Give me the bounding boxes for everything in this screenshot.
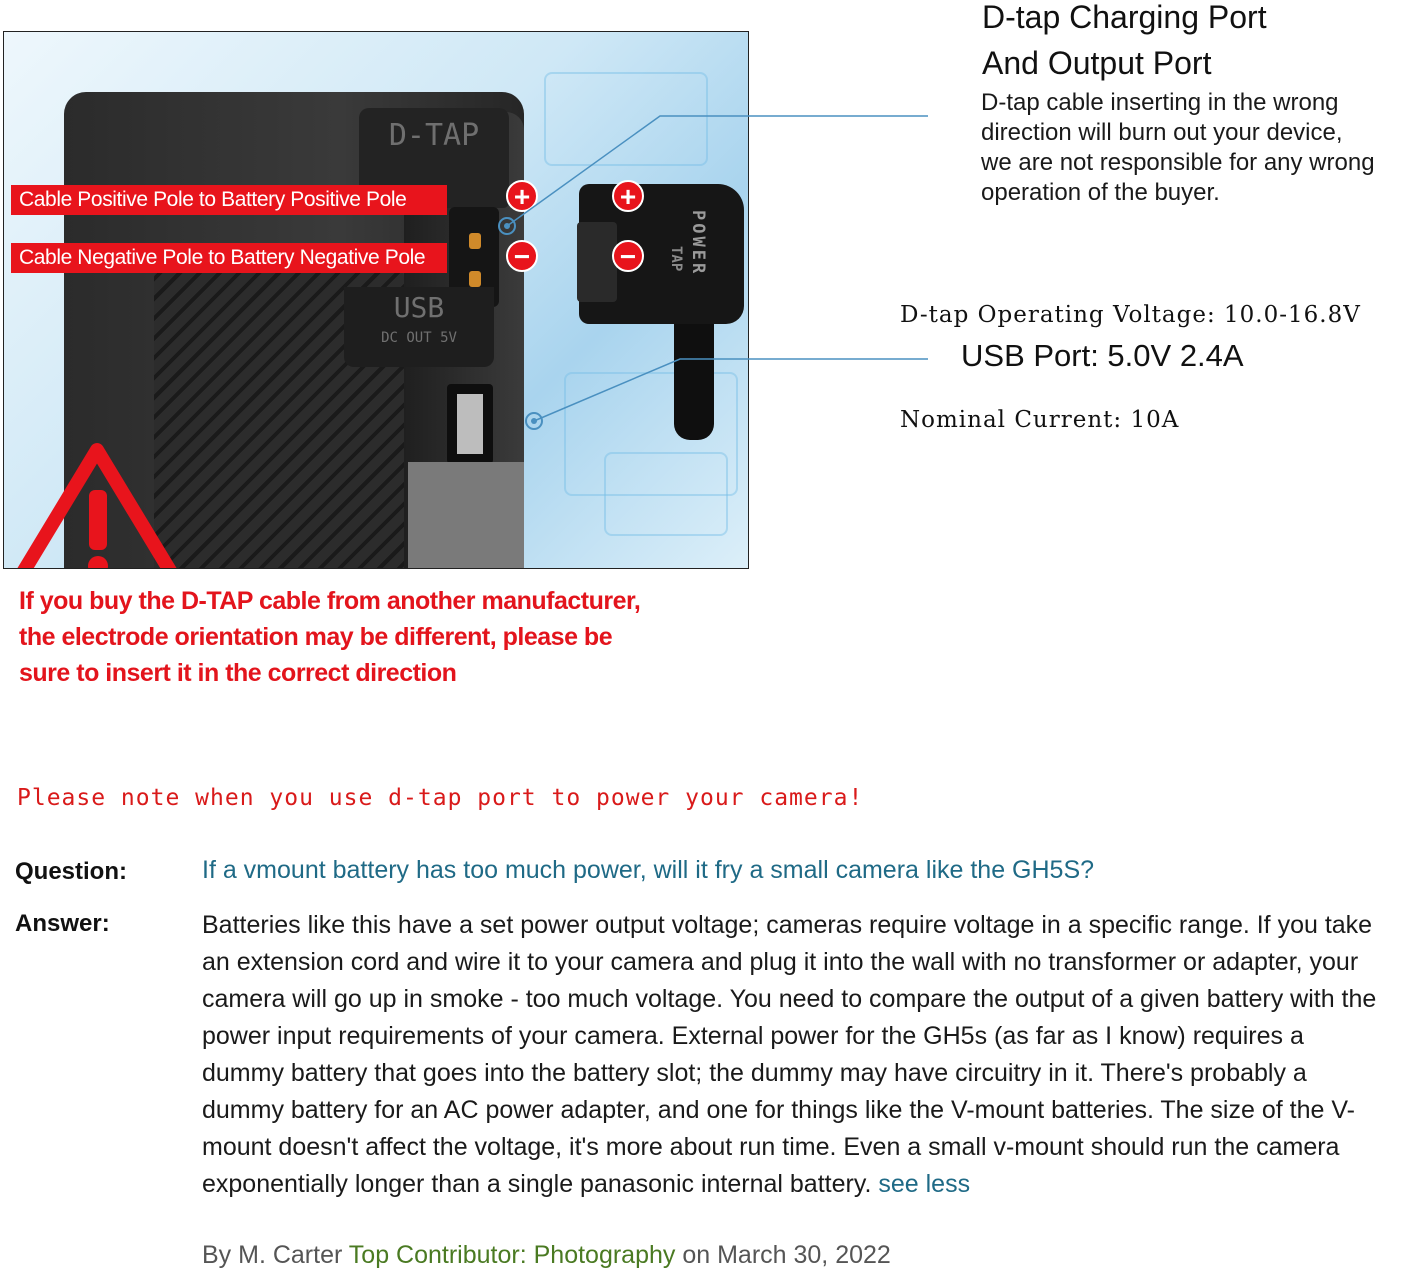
dtap-plug-tip	[577, 222, 617, 302]
contributor-badge-link[interactable]: Top Contributor: Photography	[348, 1241, 676, 1269]
warning-line: sure to insert it in the correct direction	[19, 659, 457, 687]
answer-byline	[202, 1241, 891, 1270]
battery-plus-icon: +	[506, 180, 538, 212]
dtap-port-description	[981, 88, 1375, 208]
usage-note: Please note when you use d-tap port to power your camera!	[17, 785, 864, 811]
dtap-pin-positive	[469, 233, 481, 249]
circuit-decoration	[604, 452, 728, 536]
answer-date: on March 30, 2022	[682, 1241, 891, 1269]
usb-cover-label: USB	[393, 291, 445, 324]
dc-out-label: DC OUT 5V	[381, 330, 457, 346]
warning-line: If you buy the D-TAP cable from another manufacturer,	[19, 587, 641, 615]
dtap-cover-label: D-TAP	[388, 118, 480, 153]
circuit-decoration	[544, 72, 708, 166]
answer-label: Answer:	[15, 910, 110, 937]
dtap-current-spec: Nominal Current: 10A	[900, 407, 1180, 433]
dtap-desc-line: D-tap cable inserting in the wrong	[981, 89, 1339, 116]
dtap-title-line: D-tap Charging Port	[982, 0, 1267, 35]
dtap-title-line: And Output Port	[982, 45, 1212, 81]
dtap-port-title	[982, 0, 1267, 86]
manufacturer-warning	[19, 583, 749, 691]
plug-plus-icon: +	[612, 180, 644, 212]
dtap-voltage-spec: D-tap Operating Voltage: 10.0-16.8V	[900, 302, 1361, 328]
battery-bottom-plate	[408, 462, 524, 569]
dtap-cable	[674, 320, 714, 440]
see-less-link[interactable]: see less	[878, 1170, 971, 1198]
dtap-desc-line: we are not responsible for any wrong	[981, 149, 1375, 176]
positive-pole-label: Cable Positive Pole to Battery Positive Pole	[11, 185, 447, 215]
dtap-pin-negative	[469, 271, 481, 287]
question-label: Question:	[15, 858, 127, 885]
answer-text: Batteries like this have a set power output voltage; cameras require voltage in a specific range. If you take an extension cord and wire it to your camera and plug it into the wall with no transformer or adapter, your camera will go up in smoke - too much voltage. You need to compare the output of a given battery with the power input requirements of your camera. External power for the GH5s (as far as I know) requires a dummy battery that goes into the battery slot; the dummy may have circuitry in it. There's probably a dummy battery for an AC power adapter, and one for things like the V-mount batteries. The size of the V-mount doesn't affect the voltage, it's more about run time. Even a small v-mount should run the camera exponentially longer than a single panasonic internal battery.	[202, 911, 1377, 1198]
negative-pole-label: Cable Negative Pole to Battery Negative Pole	[11, 243, 447, 273]
answer-body	[202, 907, 1392, 1203]
question-link[interactable]: If a vmount battery has too much power, will it fry a small camera like the GH5S?	[202, 856, 1095, 884]
plug-brand-label-2: TAP	[668, 246, 684, 272]
battery-minus-icon: −	[506, 240, 538, 272]
plug-brand-label: POWER	[688, 210, 708, 277]
warning-triangle-icon	[10, 442, 185, 569]
dtap-desc-line: direction will burn out your device,	[981, 119, 1343, 146]
plug-minus-icon: −	[612, 240, 644, 272]
author-name: By M. Carter	[202, 1241, 343, 1269]
warning-line: the electrode orientation may be different, please be	[19, 623, 613, 651]
product-photo	[3, 31, 749, 569]
usb-cover	[344, 287, 494, 367]
dtap-desc-line: operation of the buyer.	[981, 179, 1220, 206]
usb-port	[447, 384, 493, 464]
usb-port-spec: USB Port: 5.0V 2.4A	[961, 338, 1244, 373]
